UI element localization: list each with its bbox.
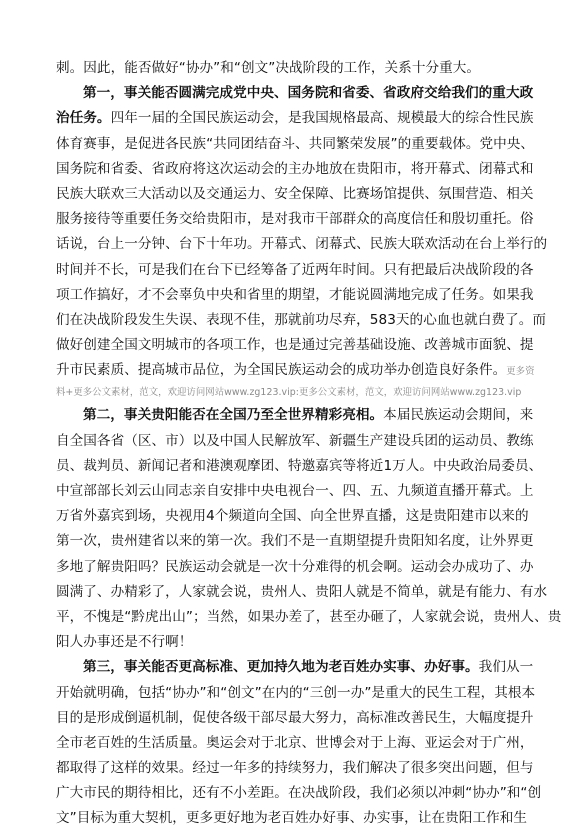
text-line bbox=[56, 781, 542, 806]
body-text-span: 开始就明确，包括“协办”和“创文”在内的“三创一办”是重大的民生工程，其根本 bbox=[56, 684, 536, 701]
body-text-span: 圆满了、办精彩了，人家就会说，贵州人、贵阳人就是不简单，就是有能力、有水 bbox=[56, 583, 548, 600]
body-text-span: 平，不愧是“黔虎出山”；当然，如果办差了，甚至办砸了，人家就会说，贵州人、贵 bbox=[56, 608, 562, 625]
text-line bbox=[56, 333, 534, 358]
body-text-span: 四年一届的全国民族运动会，是我国规格最高、规模最大的综合性民族 bbox=[110, 110, 534, 127]
text-line bbox=[56, 358, 535, 383]
watermark-line: 料+更多公文素材，范文，欢迎访问网站www.zg123.vip:更多公文素材，范文，欢迎访问网站www.zg123.vip bbox=[56, 387, 522, 399]
text-line bbox=[56, 403, 534, 428]
bold-text: 第二，事关贵阳能否在全国乃至全世界精彩亮相。 bbox=[83, 407, 384, 424]
text-line bbox=[56, 706, 534, 731]
body-text-span: 自全国各省（区、市）以及中国人民解放军、新疆生产建设兵团的运动员、教练 bbox=[56, 432, 534, 449]
text-line bbox=[56, 429, 534, 454]
watermark-text: 更多资 bbox=[506, 366, 535, 378]
body-text-span: 升市民素质、提高城市品位，为全国民族运动会的成功举办创造良好条件。 bbox=[56, 362, 507, 379]
body-text-span: 项工作搞好，才不会辜负中央和省里的期望，才能说圆满地完成了任务。如果我 bbox=[56, 286, 534, 303]
body-text-span: 中宣部部长刘云山同志亲自安排中央电视台一、四、五、九频道直播开幕式。上 bbox=[56, 483, 534, 499]
body-text-span: 阳人办事还是不行啊！ bbox=[56, 634, 193, 651]
text-line bbox=[56, 182, 534, 207]
text-line bbox=[56, 132, 535, 157]
body-text-span: 员、裁判员、新闻记者和港澳观摩团、特邀嘉宾等将近1万人。中央政治局委员、 bbox=[56, 457, 543, 474]
text-line bbox=[56, 308, 546, 333]
text-line bbox=[56, 655, 534, 680]
body-text-span: 目的是形成倒逼机制，促使各级干部尽最大努力，高标准改善民生，大幅度提升 bbox=[56, 709, 534, 726]
body-text-span: 全市老百姓的生活质量。奥运会对于北京、世博会对于上海、亚运会对于广州， bbox=[56, 734, 534, 751]
text-line bbox=[56, 454, 543, 479]
body-text-span: 们在决战阶段发生失误、表现不佳，那就前功尽弃，583天的心血也就白费了。而 bbox=[56, 311, 546, 328]
text-line bbox=[56, 56, 516, 81]
body-text-span: 广大市民的期待相比，还有不小差距。在决战阶段，我们必须以冲刺“协办”和“创 bbox=[56, 785, 542, 802]
text-line bbox=[56, 106, 534, 131]
text-line bbox=[56, 207, 534, 232]
text-line bbox=[56, 681, 536, 706]
bold-text: 治任务。 bbox=[56, 110, 111, 127]
text-line bbox=[56, 232, 548, 257]
text-line bbox=[56, 258, 534, 283]
body-text-span: 话说，台上一分钟、台下十年功。开幕式、闭幕式、民族大联欢活动在台上举行的 bbox=[56, 236, 548, 253]
text-line bbox=[56, 731, 534, 756]
body-text-span: 体育赛事，是促进各民族“共同团结奋斗、共同繁荣发展”的重要载体。党中央、 bbox=[56, 135, 535, 152]
text-line bbox=[56, 504, 529, 529]
body-text-span: 国务院和省委、省政府将这次运动会的主办地放在贵阳市，将开幕式、闭幕式和 bbox=[56, 160, 534, 177]
bold-text: 第三，事关能否更高标准、更加持久地为老百姓办实事、办好事。 bbox=[83, 659, 479, 676]
text-line bbox=[56, 806, 527, 831]
body-text-span: 刺。因此，能否做好“协办”和“创文”决战阶段的工作，关系十分重大。 bbox=[56, 60, 481, 76]
body-text-span: 文”目标为重大契机，更多更好地为老百姓办好事、办实事，让在贵阳工作和生 bbox=[56, 810, 527, 827]
body-text-span: 民族大联欢三大活动以及交通运力、安全保障、比赛场馆提供、氛围营造、相关 bbox=[56, 185, 534, 202]
text-line bbox=[56, 630, 516, 655]
body-text-span: 时间并不长，可是我们在台下已经筹备了近两年时间。只有把最后决战阶段的各 bbox=[56, 261, 534, 278]
text-line bbox=[56, 529, 534, 554]
body-text-span: 万省外嘉宾到场，央视用4个频道向全国、向全世界直播，这是贵阳建市以来的 bbox=[56, 508, 529, 525]
text-line bbox=[56, 580, 548, 605]
text-line bbox=[56, 756, 534, 781]
body-text-span: 第一次，贵州建省以来的第一次。我们不是一直期望提升贵阳知名度，让外界更 bbox=[56, 533, 534, 550]
text-line bbox=[56, 283, 534, 308]
bold-text: 第一，事关能否圆满完成党中央、国务院和省委、省政府交给我们的重大政 bbox=[83, 85, 534, 102]
text-line bbox=[56, 81, 534, 106]
text-line bbox=[56, 157, 534, 182]
body-text-span: 多地了解贵阳吗？民族运动会就是一次十分难得的机会啊。运动会办成功了、办 bbox=[56, 558, 534, 575]
body-text-span: 都取得了这样的效果。经过一年多的持续努力，我们解决了很多突出问题，但与 bbox=[56, 760, 534, 777]
body-text bbox=[56, 56, 562, 832]
body-text-span: 本届民族运动会期间，来 bbox=[383, 407, 534, 424]
body-text-span: 服务接待等重要任务交给贵阳市，是对我市干部群众的高度信任和殷切重托。俗 bbox=[56, 211, 534, 228]
text-line bbox=[56, 605, 562, 630]
text-line bbox=[56, 555, 534, 580]
body-text-span: 做好创建全国文明城市的各项工作，也是通过完善基础设施、改善城市面貌、提 bbox=[56, 337, 534, 354]
text-line bbox=[56, 479, 534, 504]
body-text-span: 我们从一 bbox=[478, 659, 534, 676]
